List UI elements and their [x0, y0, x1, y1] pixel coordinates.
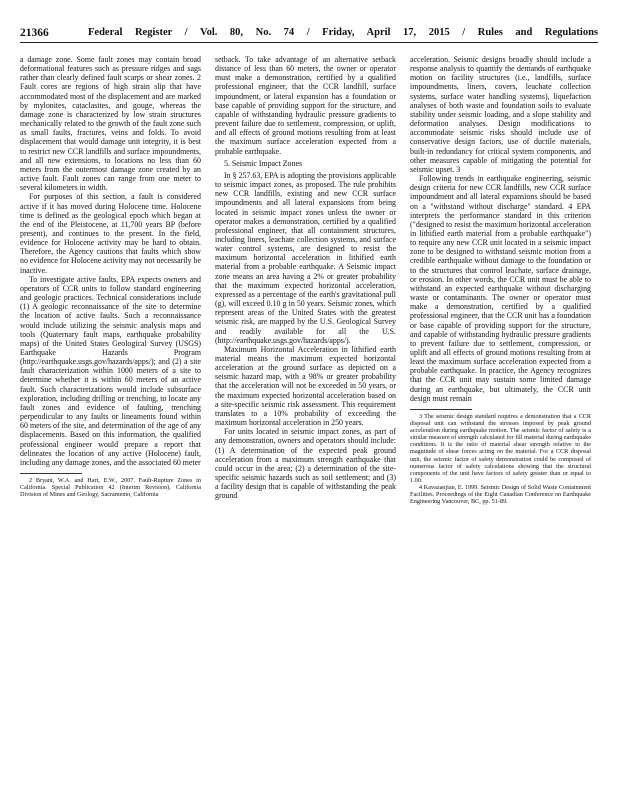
- paragraph: Maximum Horizontal Acceleration in lithified earth material means the maximum expected horizontal acceleration at the ground surface as depicted on a seismic hazard map, with a 98% or greater probability that the acceleration will not be exceeded in 50 years, or the maximum expected horizontal acceleration based on a site-specific seismic risk assessment. This requirement translates to a 10% probability of exceeding the maximum horizontal acceleration in 250 years.: [215, 344, 396, 428]
- footnote-rule: [20, 473, 82, 474]
- paragraph: For purposes of this section, a fault is considered active if it has moved during Holocene time. Holocene time is defined as the geological epoch which began at the end of the Pleistocene, at 11,700 years BP (before present), and continues to the present. In the field, evidence for Holocene activity may be hard to obtain. Therefore, the Agency cautions that faults which show no evidence for Holocene activity may not necessarily be inactive.: [20, 192, 201, 275]
- running-title: Federal Register / Vol. 80, No. 74 / Friday, April 17, 2015 / Rules and Regulations: [88, 27, 598, 38]
- paragraph: a damage zone. Some fault zones may contain broad deformational features such as pressure ridges and sags rather than clearly defined fault scarps or shear zones. 2 Fault cores are regions of high strain slip that have accommodated most of the displacement and are marked by mylonites, cataclasites, and gouge, whereas the damage zone is characterized by low strain structures mechanically related to the growth of the fault zone such as small faults, fractures, veins and folds. To avoid displacement that would damage unit integrity, it is best to restrict new CCR landfills and surface impoundments, and all new extensions, to locations no less than 60 meters from the outermost damage zone created by an active fault. Fault zones can range from one meter to several kilometers in width.: [20, 55, 201, 193]
- footnote-rule: [410, 409, 472, 410]
- footnote-4: 4 Kavazanjian, E. 1999. Seismic Design of Solid Waste Containment Facilities. Proceedings of the Eight Canadian Conference on Earthquake Engineering Vancouver, BC, pp. 51-89.: [410, 483, 591, 506]
- page-header: [20, 26, 598, 43]
- paragraph: For units located in seismic impact zones, as part of any demonstration, owners and operators should include: (1) A determination of the expected peak ground acceleration from a maximum strength earthquake that could occur in the area; (2) a determination of the site-specific seismic hazards such as soil settlement; and (3) a facility design that is capable of withstanding the peak ground: [215, 427, 396, 501]
- paragraph: setback. To take advantage of an alternative setback distance of less than 60 meters, the owner or operator must make a demonstration, certified by a qualified professional engineer, that the CCR landfill, surface impoundment, or lateral expansion has a foundation or base capable of providing support for the structure, and capable of withstanding hydraulic pressure gradients to prevent failure due to settlement, compression, or uplift, and all effects of ground motions resulting from at least the maximum surface acceleration expected from a probable earthquake.: [215, 55, 396, 156]
- text-columns: [20, 55, 598, 505]
- paragraph: In § 257.63, EPA is adopting the provisions applicable to seismic impact zones, as proposed. The rule prohibits new CCR landfills, existing and new CCR surface impoundments and all lateral expansions from being located in seismic impact zones unless the owner or operator makes a demonstration, certified by a qualified professional engineer, that all containment structures, including liners, leachate collection systems, and surface water control systems, are designed to resist the maximum horizontal acceleration in lithified earth material from a probable earthquake. A Seismic impact zone means an area having a 2% or greater probability that the maximum expected horizontal acceleration, expressed as a percentage of the earth's gravitational pull (g), will exceed 0.10 g in 50 years. Seismic zones, which represent areas of the United States with the greatest seismic risk, are mapped by the U.S. Geological Survey and readily available for all the U.S. (http://earthquake.usgs.gov/hazards/apps/).: [215, 170, 396, 345]
- paragraph: Following trends in earthquake engineering, seismic design criteria for new CCR landfills, new CCR surface impoundment and all lateral expansions should be based on a "withstand without discharge" standard. 4 EPA interprets the performance standard in this criterion ("designed to resist the maximum horizontal acceleration in lithified earth material from a probable earthquake") to require any new CCR unit located in a seismic impact zone to be designed to withstand seismic motion from a credible earthquake without damage to the foundation or to the structures that control leachate, surface drainage, or erosion. In other words, the CCR unit must be able to withstand an expected earthquake without discharging waste or contaminants. The owner or operator must make a demonstration, certified by a qualified professional engineer, that the CCR unit has a foundation or base capable of providing support for the structure, and capable of withstanding hydraulic pressure gradients to prevent failure due to settlement, compression, or uplift and all effects of ground motions resulting from at least the maximum surface acceleration expected from a probable earthquake. In practice, the Agency recognizes that the CCR unit may sustain some limited damage during an earthquake, but ultimately, the CCR unit design must remain: [410, 174, 591, 403]
- column-3: [410, 55, 591, 505]
- footnote-3: 3 The seismic design standard requires a demonstration that a CCR disposal unit can withstand the stresses imposed by peak ground acceleration during earthquake motion. The seismic factor of safety is a similar measure of strength calculated for fill material during earthquake conditions. It is the ratio of material shear strength relative to the magnitude of shear forces acting on the material. For a CCR disposal unit, the seismic factor of safety demonstration could be composed of numerous factor of safety calculations showing that the structural components of the unit have factors of safety greater than or equal to 1.00.: [410, 412, 591, 484]
- section-heading: 5. Seismic Impact Zones: [224, 158, 303, 168]
- footnote-2: 2 Bryant, W.A. and Hart, E.W., 2007. Fault-Rupture Zones in California. Special Publication 42 (Interim Revision), California Division of Mines and Geology, Sacramento, California: [20, 477, 201, 499]
- paragraph: acceleration. Seismic designs broadly should include a response analysis to quantify the demands of earthquake motion on facility structures (i.e., landfills, surface impoundments, liners, covers, leachate collection systems, surface water handling systems), liquefaction analyses of both waste and foundation soils to evaluate stability under seismic loading, and a slope stability and deformation analyses. Design modifications to accommodate seismic risks should include use of conservative design factors, use of ductile materials, built-in redundancy for critical system components, and other measures capable of mitigating the potential for seismic upset. 3: [410, 55, 591, 174]
- column-2: [215, 55, 396, 505]
- page-number: 21366: [20, 27, 49, 39]
- column-1: [20, 55, 201, 505]
- paragraph: To investigate active faults, EPA expects owners and operators of CCR units to follow standard engineering and geologic practices. Technical considerations include (1) A geologic reconnaissance of the site to determine the location of active faults. Such a reconnaissance would include utilizing the seismic analysis maps and tools (Quaternary fault maps, earthquake probability maps) of the United States Geological Survey (USGS) Earthquake Hazards Program (http://earthquake.usgs.gov/hazards/apps/); and (2) a site fault characterization within 1000 meters of a site to determine whether it is within 60 meters of an active fault. Such characterizations would include subsurface exploration, including drilling or trenching, to locate any fault zones and evidence of faulting, trenching perpendicular to any faults or lineaments found within 60 meters of the site, and determination of the age of any displacements. Based on this information, the qualified professional engineer would prepare a report that delineates the location of any active (Holocene) fault, including any damage zones, and the associated 60 meter: [20, 274, 201, 467]
